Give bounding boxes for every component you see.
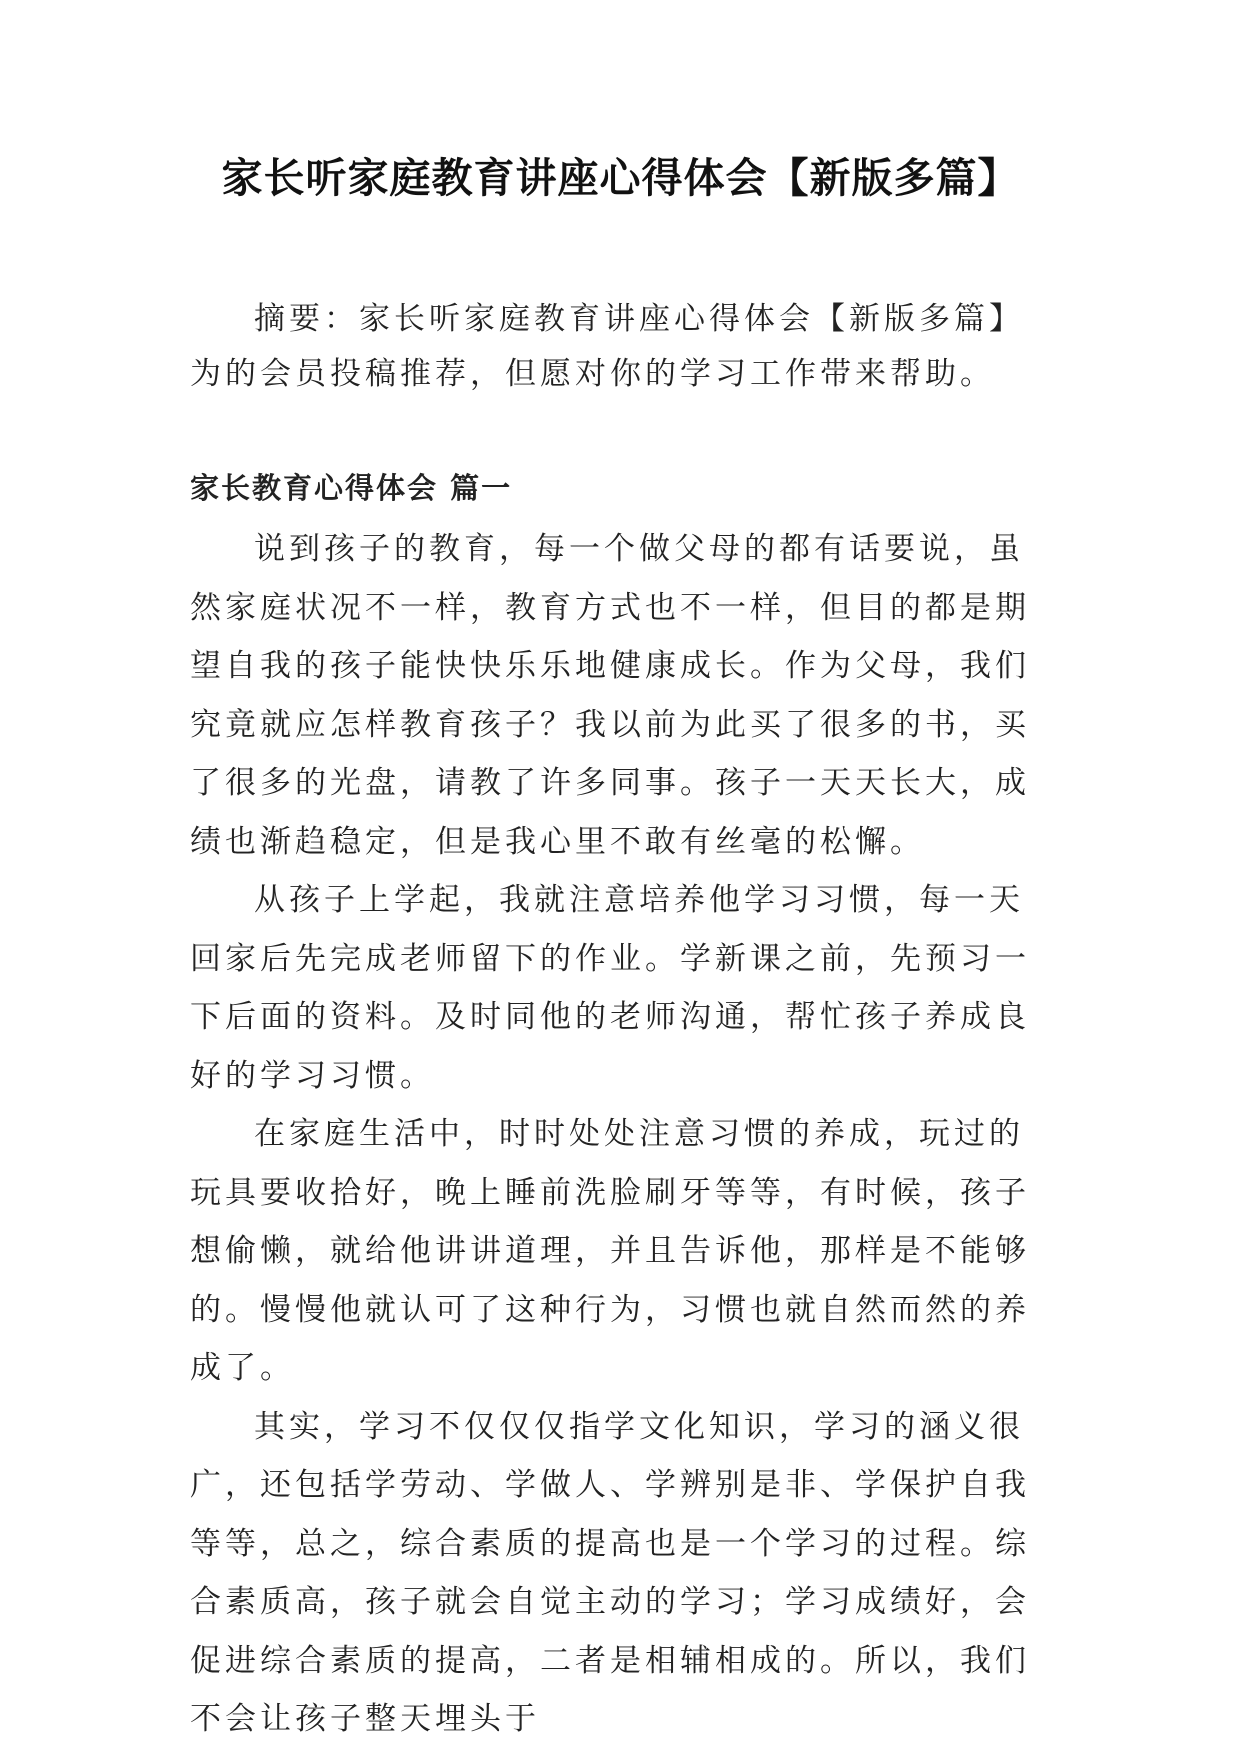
abstract-paragraph: 摘要：家长听家庭教育讲座心得体会【新版多篇】为的会员投稿推荐，但愿对你的学习工作带来帮助。 bbox=[190, 301, 1024, 392]
section-heading: 家长教育心得体会 篇一 bbox=[190, 471, 513, 505]
section-content bbox=[190, 520, 1050, 1749]
body-paragraph: 在家庭生活中，时时处处注意习惯的养成，玩过的玩具要收拾好，晚上睡前洗脸刷牙等等，有时候，孩子想偷懒，就给他讲讲道理，并且告诉他，那样是不能够的。慢慢他就认可了这种行为，习惯也就自然而然的养成了。 bbox=[190, 1116, 1030, 1386]
body-paragraph: 说到孩子的教育，每一个做父母的都有话要说，虽然家庭状况不一样，教育方式也不一样，但目的都是期望自我的孩子能快快乐乐地健康成长。作为父母，我们究竟就应怎样教育孩子？我以前为此买了很多的书，买了很多的光盘，请教了许多同事。孩子一天天长大，成绩也渐趋稳定，但是我心里不敢有丝毫的松懈。 bbox=[190, 531, 1030, 860]
body-paragraph: 从孩子上学起，我就注意培养他学习习惯，每一天回家后先完成老师留下的作业。学新课之前，先预习一下后面的资料。及时同他的老师沟通，帮忙孩子养成良好的学习习惯。 bbox=[190, 882, 1030, 1094]
document-title: 家长听家庭教育讲座心得体会【新版多篇】 bbox=[221, 154, 1020, 202]
body-paragraph: 其实，学习不仅仅仅指学文化知识，学习的涵义很广，还包括学劳动、学做人、学辨别是非、学保护自我等等，总之，综合素质的提高也是一个学习的过程。综合素质高，孩子就会自觉主动的学习；学习成绩好，会促进综合素质的提高，二者是相辅相成的。所以，我们不会让孩子整天埋头于 bbox=[190, 1408, 1030, 1737]
